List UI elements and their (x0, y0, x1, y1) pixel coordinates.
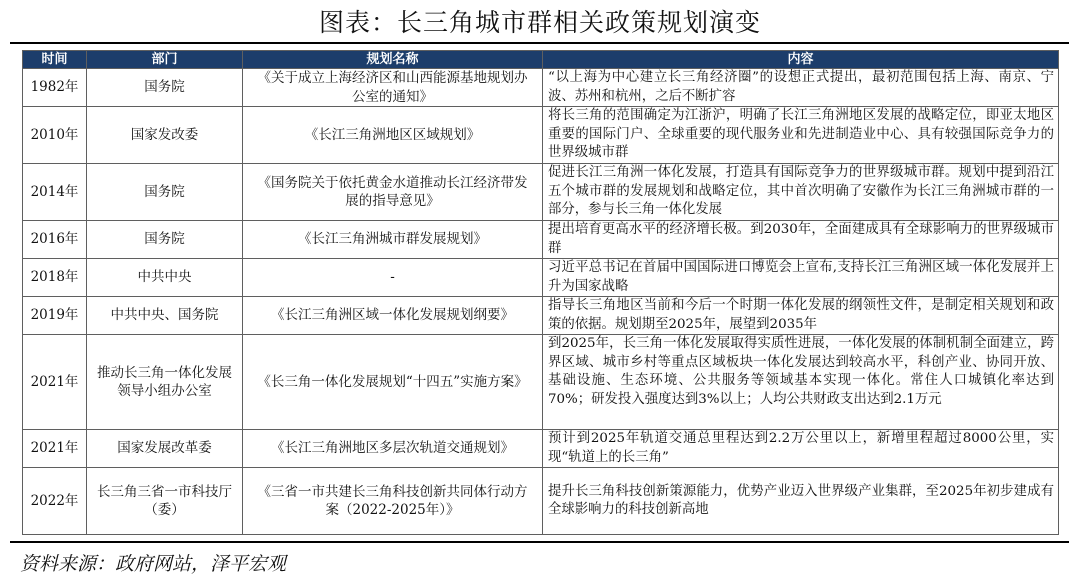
cell-time: 2021年 (23, 430, 87, 468)
cell-department: 国务院 (87, 164, 243, 221)
cell-time: 2019年 (23, 297, 87, 335)
cell-department: 国家发改委 (87, 107, 243, 164)
cell-content: 将长三角的范围确定为江浙沪，明确了长江三角洲地区发展的战略定位，即亚太地区重要的国际门户、全球重要的现代服务业和先进制造业中心、具有较强国际竞争力的世界级城市群 (543, 107, 1059, 164)
cell-department: 国务院 (87, 69, 243, 107)
cell-content: 到2025年，长三角一体化发展取得实质性进展，一体化发展的体制机制全面建立，跨界区域、城市乡村等重点区域板块一体化发展达到较高水平，科创产业、协同开放、基础设施、生态环境、公共服务等领域基本实现一体化。常住人口城镇化率达到70%；研发投入强度达到3%以上；人均公共财政支出达到2.1万元 (543, 335, 1059, 430)
header-department: 部门 (87, 51, 243, 69)
cell-time: 2022年 (23, 468, 87, 535)
cell-time: 2018年 (23, 259, 87, 297)
cell-content: 提出培育更高水平的经济增长极。到2030年，全面建成具有全球影响力的世界级城市群 (543, 221, 1059, 259)
figure-title: 图表：长三角城市群相关政策规划演变 (318, 8, 761, 37)
cell-time: 1982年 (23, 69, 87, 107)
header-content: 内容 (543, 51, 1059, 69)
cell-department: 推动长三角一体化发展领导小组办公室 (87, 335, 243, 430)
cell-plan: 《长三角一体化发展规划“十四五”实施方案》 (243, 335, 543, 430)
cell-time: 2021年 (23, 335, 87, 430)
bottom-rule (10, 541, 1069, 543)
table-row (23, 468, 1059, 535)
table-row (23, 69, 1059, 107)
table-row (23, 430, 1059, 468)
cell-plan: 《长江三角洲城市群发展规划》 (243, 221, 543, 259)
cell-plan: 《关于成立上海经济区和山西能源基地规划办公室的通知》 (243, 69, 543, 107)
cell-time: 2016年 (23, 221, 87, 259)
cell-content: 习近平总书记在首届中国国际进口博览会上宣布,支持长江三角洲区域一体化发展并上升为国家战略 (543, 259, 1059, 297)
cell-content: “以上海为中心建立长三角经济圈”的设想正式提出，最初范围包括上海、南京、宁波、苏州和杭州，之后不断扩容 (543, 69, 1059, 107)
header-time: 时间 (23, 51, 87, 69)
cell-plan: 《三省一市共建长三角科技创新共同体行动方案（2022-2025年）》 (243, 468, 543, 535)
table-row (23, 221, 1059, 259)
policy-table (22, 50, 1059, 535)
source-note: 资料来源：政府网站，泽平宏观 (20, 553, 287, 575)
cell-content: 指导长三角地区当前和今后一个时期一体化发展的纲领性文件，是制定相关规划和政策的依据。规划期至2025年，展望到2035年 (543, 297, 1059, 335)
table-row (23, 107, 1059, 164)
cell-department: 国务院 (87, 221, 243, 259)
cell-time: 2014年 (23, 164, 87, 221)
cell-department: 长三角三省一市科技厅（委） (87, 468, 243, 535)
cell-content: 提升长三角科技创新策源能力，优势产业迈入世界级产业集群，至2025年初步建成有全球影响力的科技创新高地 (543, 468, 1059, 535)
table-row (23, 164, 1059, 221)
cell-plan: - (243, 259, 543, 297)
cell-plan: 《长江三角洲地区多层次轨道交通规划》 (243, 430, 543, 468)
top-rule (10, 42, 1069, 44)
table-row (23, 259, 1059, 297)
cell-department: 中共中央 (87, 259, 243, 297)
table-header-row (23, 51, 1059, 69)
cell-plan: 《长江三角洲区域一体化发展规划纲要》 (243, 297, 543, 335)
cell-department: 国家发展改革委 (87, 430, 243, 468)
cell-content: 促进长江三角洲一体化发展，打造具有国际竞争力的世界级城市群。规划中提到沿江五个城市群的发展规划和战略定位，其中首次明确了安徽作为长江三角洲城市群的一部分，参与长三角一体化发展 (543, 164, 1059, 221)
cell-time: 2010年 (23, 107, 87, 164)
cell-department: 中共中央、国务院 (87, 297, 243, 335)
table-row (23, 297, 1059, 335)
cell-content: 预计到2025年轨道交通总里程达到2.2万公里以上，新增里程超过8000公里，实现“轨道上的长三角” (543, 430, 1059, 468)
table-row (23, 335, 1059, 430)
cell-plan: 《长江三角洲地区区域规划》 (243, 107, 543, 164)
header-plan: 规划名称 (243, 51, 543, 69)
cell-plan: 《国务院关于依托黄金水道推动长江经济带发展的指导意见》 (243, 164, 543, 221)
